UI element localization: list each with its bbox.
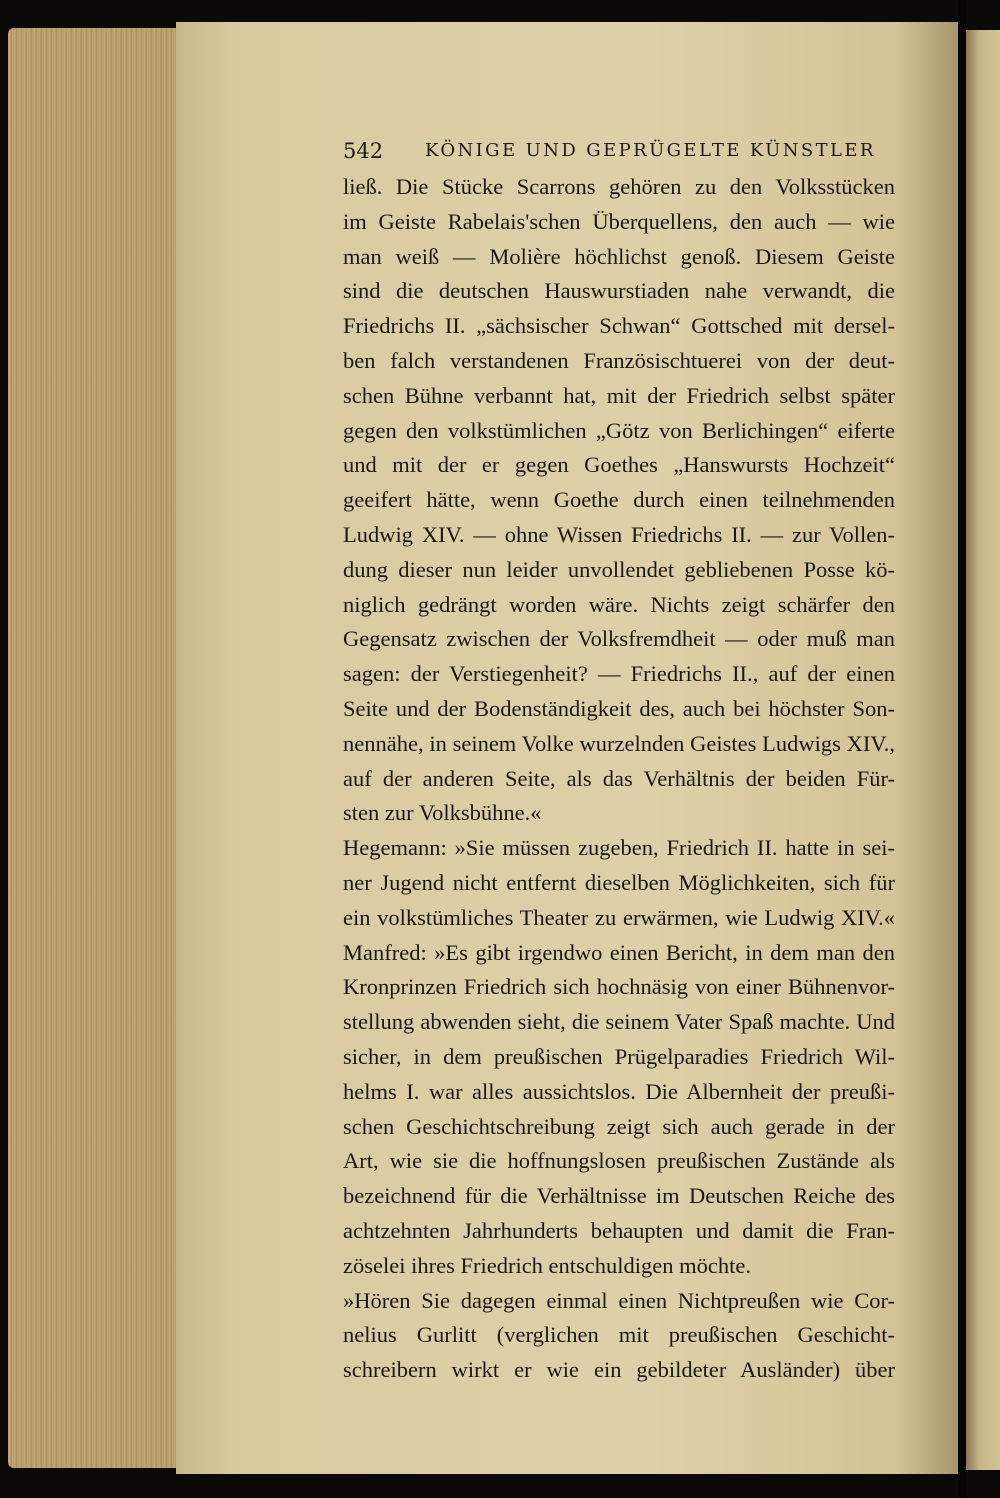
text-line: geeifert hätte, wenn Goethe durch einen teilnehmenden — [343, 487, 895, 513]
facing-page-edge — [966, 30, 1000, 1470]
text-line: bezeichnend für die Verhältnisse im Deutschen Reiche des — [343, 1183, 895, 1209]
text-line: man weiß — Molière höchlichst genoß. Diesem Geiste — [343, 243, 895, 269]
text-line: Seite und der Bodenständigkeit des, auch bei höchster Son- — [343, 695, 895, 721]
text-line: im Geiste Rabelais'schen Überquellens, den auch — wie — [343, 208, 895, 234]
text-line: sagen: der Verstiegenheit? — Friedrichs II., auf der einen — [343, 661, 895, 687]
running-title: KÖNIGE UND GEPRÜGELTE KÜNSTLER — [425, 140, 876, 161]
text-line: dung dieser nun leider unvollendet gebliebenen Posse kö- — [343, 556, 895, 582]
text-line: nelius Gurlitt (verglichen mit preußischen Geschicht- — [343, 1322, 895, 1348]
text-line: schen Bühne verbannt hat, mit der Friedrich selbst später — [343, 382, 895, 408]
text-line: zöselei ihres Friedrich entschuldigen möchte. — [343, 1252, 751, 1278]
text-line: »Hören Sie dagegen einmal einen Nichtpreußen wie Cor- — [343, 1287, 895, 1313]
text-line: nennähe, in seinem Volke wurzelnden Geistes Ludwigs XIV., — [343, 730, 895, 756]
text-line: sicher, in dem preußischen Prügelparadies Friedrich Wil- — [343, 1043, 895, 1069]
text-line: Kronprinzen Friedrich sich hochnäsig von einer Bühnenvor- — [343, 974, 895, 1000]
text-line: sind die deutschen Hauswurstiaden nahe verwandt, die — [343, 278, 895, 304]
text-line: und mit der er gegen Goethes „Hanswursts Hochzeit“ — [343, 452, 895, 478]
text-line: ein volkstümliches Theater zu erwärmen, wie Ludwig XIV.« — [343, 904, 895, 930]
text-line: Manfred: »Es gibt irgendwo einen Bericht, in dem man den — [343, 939, 895, 965]
text-line: ner Jugend nicht entfernt dieselben Möglichkeiten, sich für — [343, 869, 895, 895]
text-line: Art, wie sie die hoffnungslosen preußischen Zustände als — [343, 1148, 895, 1174]
text-line: achtzehnten Jahrhunderts behaupten und damit die Fran- — [343, 1217, 895, 1243]
page-number: 542 — [343, 139, 384, 163]
body-text — [343, 170, 895, 1388]
text-line: sten zur Volksbühne.« — [343, 800, 542, 826]
gutter — [958, 0, 966, 1498]
text-line: ließ. Die Stücke Scarrons gehören zu den Volksstücken — [343, 174, 895, 199]
text-line: stellung abwenden sieht, die seinem Vater Spaß machte. Und — [343, 1009, 895, 1035]
text-line: auf der anderen Seite, als das Verhältnis der beiden Für- — [343, 765, 895, 791]
text-line: niglich gedrängt worden wäre. Nichts zeigt schärfer den — [343, 591, 895, 617]
text-line: ben falch verstandenen Französischtuerei von der deut- — [343, 347, 895, 373]
text-line: helms I. war alles aussichtslos. Die Albernheit der preußi- — [343, 1078, 895, 1104]
text-line: Hegemann: »Sie müssen zugeben, Friedrich II. hatte in sei- — [343, 835, 895, 861]
text-line: Ludwig XIV. — ohne Wissen Friedrichs II. — zur Vollen- — [343, 521, 895, 547]
book-page-edges — [8, 28, 178, 1468]
text-line: gegen den volkstümlichen „Götz von Berlichingen“ eiferte — [343, 417, 895, 443]
text-line: Gegensatz zwischen der Volksfremdheit — oder muß man — [343, 626, 895, 652]
text-line: schreibern wirkt er wie ein gebildeter Ausländer) über — [343, 1357, 895, 1383]
text-line: Friedrichs II. „sächsischer Schwan“ Gottsched mit dersel- — [343, 313, 895, 339]
text-line: schen Geschichtschreibung zeigt sich auch gerade in der — [343, 1113, 895, 1139]
running-header — [343, 139, 895, 169]
